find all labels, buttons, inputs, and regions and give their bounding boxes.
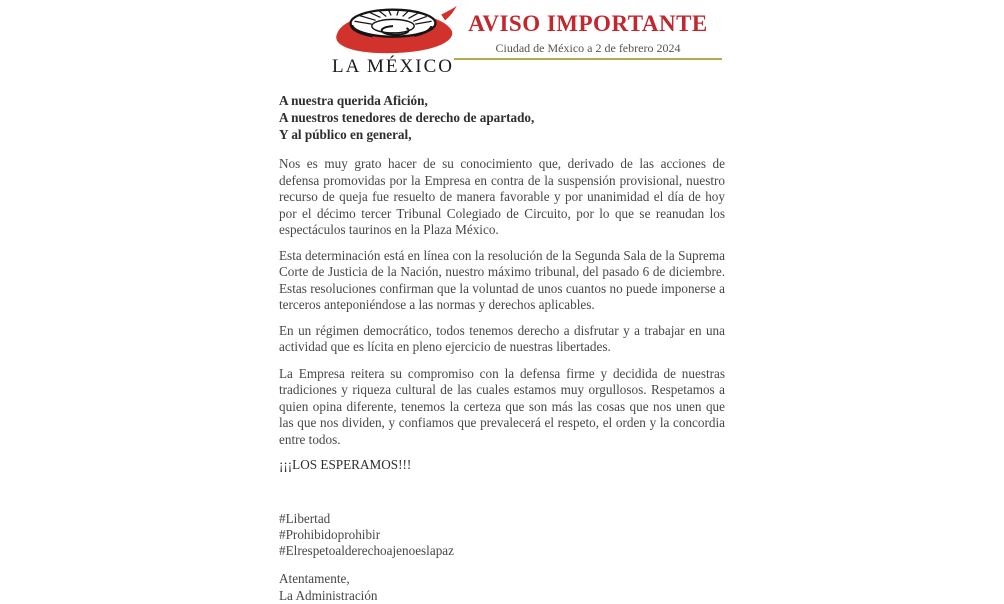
hashtag: #Prohibidoprohibir <box>279 527 381 542</box>
bullring-icon <box>325 2 461 56</box>
gold-divider <box>454 58 722 60</box>
closing-salutation: Atentamente, <box>279 571 350 586</box>
brand-name: LA MÉXICO <box>332 56 454 77</box>
salutation-line: A nuestra querida Afición, <box>279 93 428 108</box>
paragraph: Nos es muy grato hacer de su conocimiento que, derivado de las acciones de defensa promovidas por la Empresa en contra de la suspensión provisional, nuestro recurso de queja fue resuelto de manera favorable y por unanimidad el día de hoy por el décimo tercer Tribunal Colegiado de Circuito, por lo que se reanudan los espectáculos taurinos en la Plaza México. <box>279 156 725 237</box>
salutation-line: A nuestros tenedores de derecho de apartado, <box>279 110 535 125</box>
paragraph: En un régimen democrático, todos tenemos derecho a disfrutar y a trabajar en una actividad que es lícita en pleno ejercicio de nuestras libertades. <box>279 322 725 354</box>
announcement-letter <box>279 0 725 603</box>
dateline: Ciudad de México a 2 de febrero 2024 <box>495 41 681 55</box>
hashtag: #Elrespetoalderechoajenoeslapaz <box>279 543 455 558</box>
letter-header <box>279 0 725 92</box>
letter-title: AVISO IMPORTANTE <box>468 11 708 36</box>
hashtag: #Libertad <box>279 511 331 526</box>
header-title-block <box>451 0 725 92</box>
paragraph: Esta determinación está en línea con la resolución de la Segunda Sala de la Suprema Corte de Justicia de la Nación, nuestro máximo tribunal, del pasado 6 de diciembre. Estas resoluciones confirman que la voluntad de unos cuantos no puede imponerse a terceros anteponiéndose a las normas y derechos aplicables. <box>279 247 725 312</box>
closing-signature: La Administración <box>279 588 378 603</box>
salutation-line: Y al público en general, <box>279 127 412 142</box>
call-to-action: ¡¡¡LOS ESPERAMOS!!! <box>279 457 412 472</box>
letter-body <box>279 92 725 604</box>
paragraph: La Empresa reitera su compromiso con la defensa firme y decidida de nuestras tradiciones y riqueza cultural de las cuales estamos muy orgullosos. Respetamos a quien opina diferente, tenemos la certeza que son más las cosas que nos unen que las que nos dividen, y confiamos que prevalecerá el respeto, el orden y la concordia entre todos. <box>279 365 725 447</box>
plaza-mexico-logo <box>323 2 463 78</box>
